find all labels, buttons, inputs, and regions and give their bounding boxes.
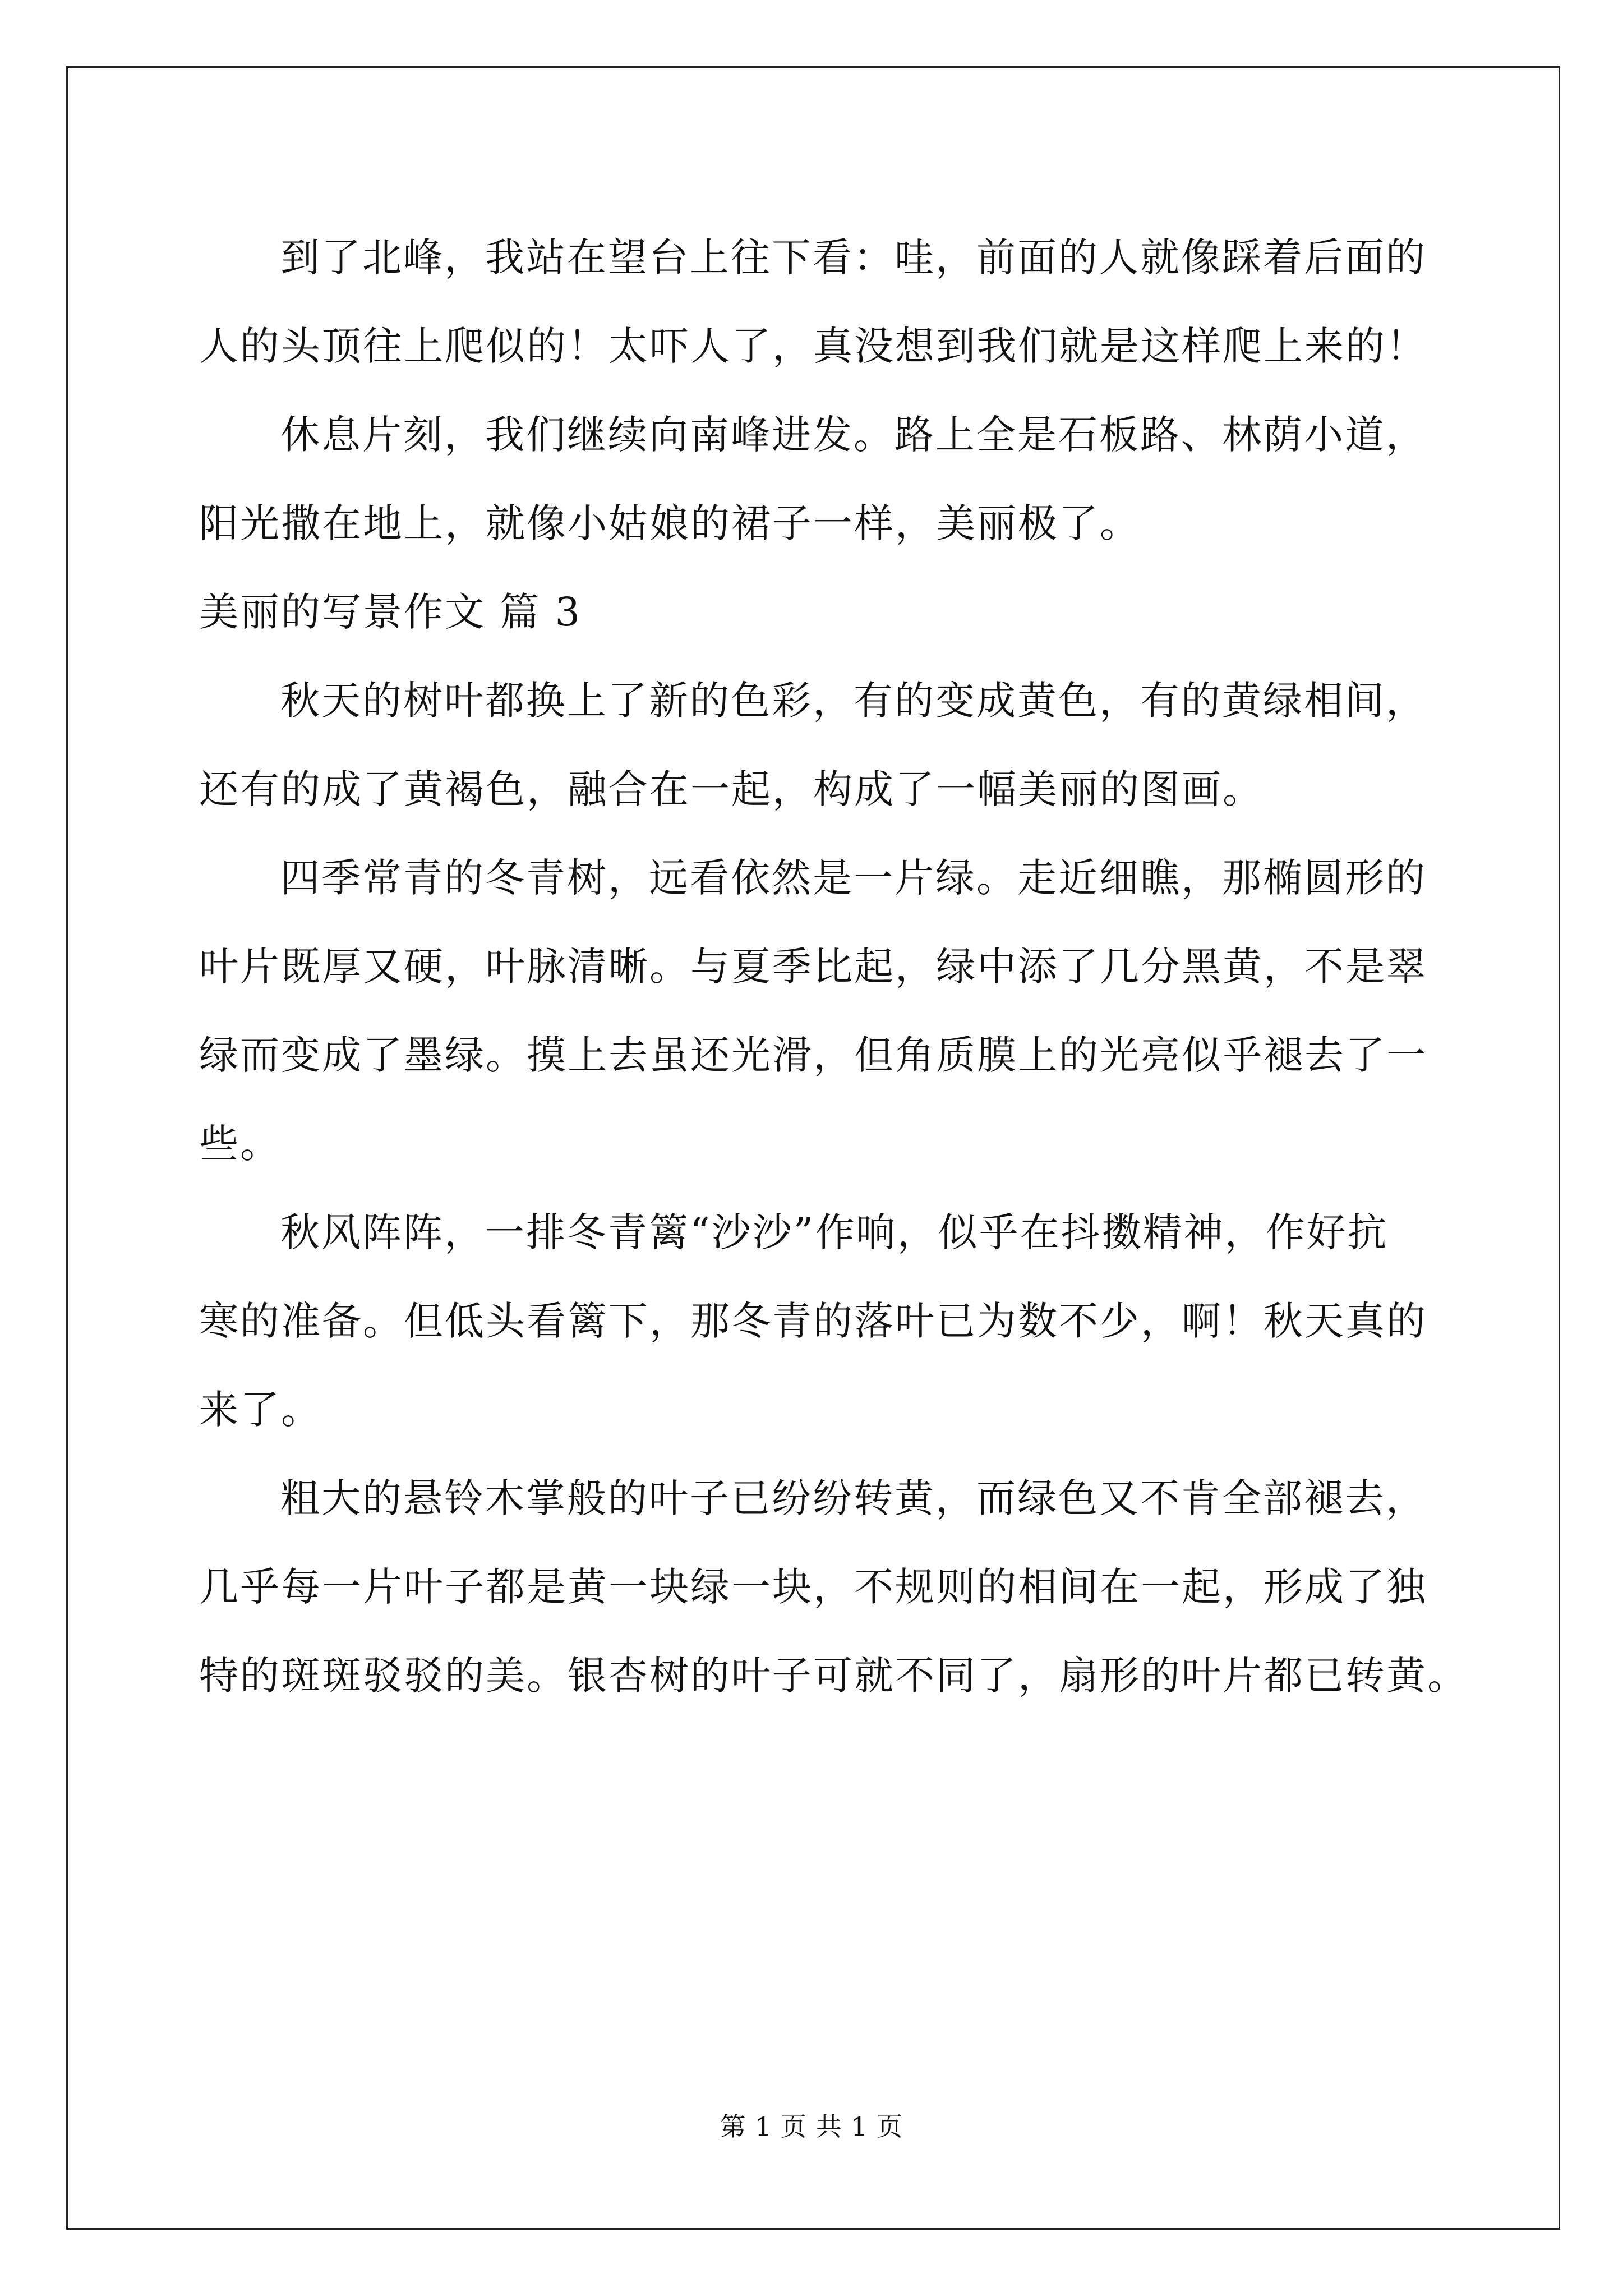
text-line: 叶片既厚又硬，叶脉清晰。与夏季比起，绿中添了几分黑黄，不是翠 bbox=[199, 944, 1427, 990]
text-line: 来了。 bbox=[199, 1387, 322, 1433]
paragraph-autumn-leaves bbox=[199, 656, 1433, 834]
document-body bbox=[199, 213, 1468, 1720]
paragraph-south-peak bbox=[199, 390, 1433, 568]
text-line: 寒的准备。但低头看篱下，那冬青的落叶已为数不少，啊！秋天真的 bbox=[199, 1298, 1427, 1344]
text-line: 秋风阵阵，一排冬青篱“沙沙”作响，似乎在抖擞精神，作好抗 bbox=[280, 1209, 1389, 1255]
text-line: 阳光撒在地上，就像小姑娘的裙子一样，美丽极了。 bbox=[199, 500, 1141, 546]
text-line: 绿而变成了墨绿。摸上去虽还光滑，但角质膜上的光亮似乎褪去了一 bbox=[199, 1032, 1427, 1078]
text-line: 休息片刻，我们继续向南峰进发。路上全是石板路、林荫小道， bbox=[280, 412, 1427, 458]
paragraph-holly-tree bbox=[199, 834, 1433, 1188]
text-line: 还有的成了黄褐色，融合在一起，构成了一幅美丽的图画。 bbox=[199, 766, 1264, 812]
text-line: 几乎每一片叶子都是黄一块绿一块，不规则的相间在一起，形成了独 bbox=[199, 1564, 1427, 1610]
text-line: 到了北峰，我站在望台上往下看：哇，前面的人就像踩着后面的 bbox=[280, 234, 1427, 280]
text-line: 人的头顶往上爬似的！太吓人了，真没想到我们就是这样爬上来的！ bbox=[199, 323, 1427, 369]
paragraph-north-peak bbox=[199, 213, 1433, 390]
text-line: 粗大的悬铃木掌般的叶子已纷纷转黄，而绿色又不肯全部褪去， bbox=[280, 1475, 1427, 1521]
text-line: 特的斑斑驳驳的美。银杏树的叶子可就不同了，扇形的叶片都已转黄。 bbox=[199, 1653, 1468, 1699]
paragraph-plane-tree bbox=[199, 1454, 1468, 1720]
text-line: 秋天的树叶都换上了新的色彩，有的变成黄色，有的黄绿相间， bbox=[280, 678, 1427, 724]
page-footer: 第 1 页 共 1 页 bbox=[720, 2111, 903, 2142]
paragraph-autumn-wind bbox=[199, 1188, 1433, 1454]
text-line: 四季常青的冬青树，远看依然是一片绿。走近细瞧，那椭圆形的 bbox=[280, 855, 1427, 901]
section-heading: 美丽的写景作文 篇 3 bbox=[199, 589, 582, 635]
text-line: 些。 bbox=[199, 1121, 281, 1167]
